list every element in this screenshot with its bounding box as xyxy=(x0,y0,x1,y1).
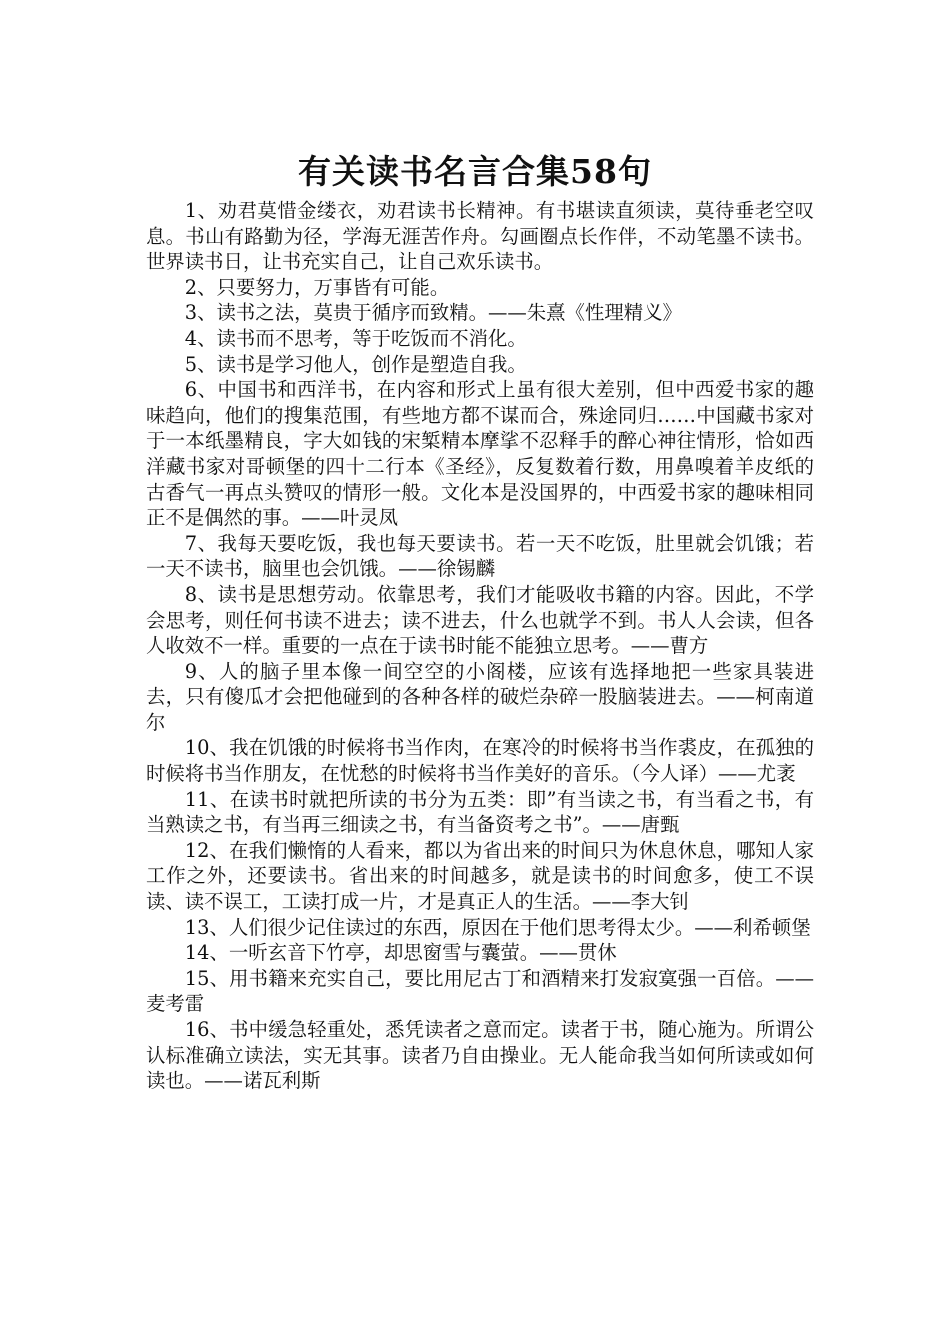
quote-paragraph-13: 13、人们很少记住读过的东西，原因在于他们思考得太少。——利希顿堡 xyxy=(184,915,811,939)
document-title: 有关读书名言合集58句 xyxy=(298,152,652,192)
quote-paragraph-1: 1、劝君莫惜金缕衣，劝君读书长精神。有书堪读直须读，莫待垂老空叹息。书山有路勤为径，学海无涯苦作舟。勾画圈点长作伴，不动笔墨不读书。世界读书日，让书充实自己，让自己欢乐读书。 xyxy=(146,199,814,274)
quote-paragraph-11: 11、在读书时就把所读的书分为五类：即”有当读之书，有当看之书，有当熟读之书，有当再三细读之书，有当备资考之书”。——唐甄 xyxy=(146,787,814,837)
quote-paragraph-16: 16、书中缓急轻重处，悉凭读者之意而定。读者于书，随心施为。所谓公认标准确立读法，实无其事。读者乃自由操业。无人能命我当如何所读或如何读也。——诺瓦利斯 xyxy=(146,1018,814,1093)
quote-paragraph-3: 3、读书之法，莫贵于循序而致精。——朱熹《性理精义》 xyxy=(184,301,682,325)
quote-paragraph-8: 8、读书是思想劳动。依靠思考，我们才能吸收书籍的内容。因此，不学会思考，则任何书读不进去；读不进去，什么也就学不到。书人人会读，但各人收效不一样。重要的一点在于读书时能不能独立思考。——曹方 xyxy=(146,582,814,658)
quote-paragraph-2: 2、只要努力，万事皆有可能。 xyxy=(184,275,450,299)
quote-paragraph-9: 9、人的脑子里本像一间空空的小阁楼，应该有选择地把一些家具装进去，只有傻瓜才会把他碰到的各种各样的破烂杂碎一股脑装进去。——柯南道尔 xyxy=(146,659,814,734)
quote-paragraph-10: 10、我在饥饿的时候将书当作肉，在寒冷的时候将书当作裘皮，在孤独的时候将书当作朋友，在忧愁的时候将书当作美好的音乐。（今人译）——尤袤 xyxy=(146,736,814,786)
quote-paragraph-15: 15、用书籍来充实自己，要比用尼古丁和酒精来打发寂寞强一百倍。——麦考雷 xyxy=(146,966,814,1016)
quote-paragraph-4: 4、读书而不思考，等于吃饭而不消化。 xyxy=(184,326,527,350)
quote-paragraph-14: 14、一听玄音下竹亭，却思窗雪与囊萤。——贯休 xyxy=(184,941,617,965)
quote-paragraph-5: 5、读书是学习他人，创作是塑造自我。 xyxy=(184,352,527,376)
quote-list xyxy=(146,198,814,1094)
quote-paragraph-12: 12、在我们懒惰的人看来，都以为省出来的时间只为休息休息，哪知人家工作之外，还要读书。省出来的时间越多，就是读书的时间愈多，使工不误读、读不误工，工读打成一片，才是真正人的生活。——李大钊 xyxy=(146,838,814,914)
quote-paragraph-7: 7、我每天要吃饭，我也每天要读书。若一天不吃饭，肚里就会饥饿；若一天不读书，脑里也会饥饿。——徐锡麟 xyxy=(146,531,814,581)
quote-paragraph-6: 6、中国书和西洋书，在内容和形式上虽有很大差别，但中西爱书家的趣味趋向，他们的搜集范围，有些地方都不谋而合，殊途同归……中国藏书家对于一本纸墨精良，字大如钱的宋椠精本摩挲不忍释手的醉心神往情形，恰如西洋藏书家对哥顿堡的四十二行本《圣经》，反复数着行数，用鼻嗅着羊皮纸的古香气一再点头赞叹的情形一般。文化本是没国界的，中西爱书家的趣味相同正不是偶然的事。——叶灵凤 xyxy=(146,378,814,530)
